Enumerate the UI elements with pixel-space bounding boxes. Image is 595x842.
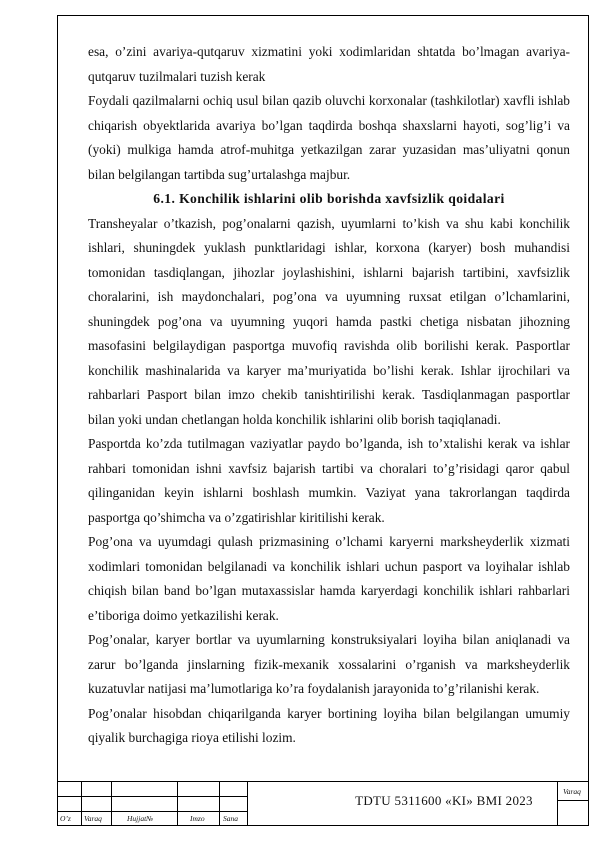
paragraph: Transheyalar o’tkazish, pog’onalarni qazish, uyumlarni to’kish va shu kabi konchilik ishlari, shuningdek yuklash punktlaridagi ishlar, korxona (karyer) bosh muhandisi tomonidan tasdiqlangan, jihozlar joylashishini, ishlarni bajarish tartibini, xavfsizlik choralarini, ish maydonchalari, pog’ona va uyumning ruxsat etilgan o’lchamlarini, shuningdek pog’ona va uyumning yuqori hamda pastki chetiga nisbatan jihozning masofasini belgilaydigan pasportga muvofiq ravishda olib borilishi kerak. Pasportlar konchilik mashinalarida va karyer ma’muriyatida bo’lishi kerak. Ishlar ijrochilari va rahbarlari Pasport bilan imzo chekib tanishtirilishi kerak. Tasdiqlanmagan pasportlar bilan yoki undan chetlangan holda konchilik ishlarini olib borish taqiqlanadi. <box>88 215 570 427</box>
title-block <box>57 781 589 826</box>
stamp-label-varaq: Varaq <box>84 814 102 823</box>
stamp-label-hujjat: Hujjat№ <box>127 814 154 823</box>
document-body <box>88 40 570 751</box>
stamp-label-imzo: Imzo <box>190 814 205 823</box>
stamp-label-oz: O’z <box>60 814 71 823</box>
section-title: 6.1. Konchilik ishlarini olib borishda xavfsizlik qoidalari <box>153 191 505 206</box>
document-code: TDTU 5311600 «KI» BMI 2023 <box>355 793 533 808</box>
paragraph: Pog’ona va uyumdagi qulash prizmasining o’lchami karyerni marksheyderlik xizmati xodimlari tomonidan belgilanadi va konchilik ishlari uchun pasport va loyihalar ishlab chiqish bilan band bo’lgan mutaxassislar hamda karyerdagi konchilik ishlari rahbarlari e’tiboriga doimo yetkazilishi kerak. <box>88 534 570 623</box>
paragraph: esa, o’zini avariya-qutqaruv xizmatini yoki xodimlaridan shtatda bo’lmagan avariya-qutqaruv tuzilmalari tuzish kerak <box>88 44 570 84</box>
paragraph: Pasportda ko’zda tutilmagan vaziyatlar paydo bo’lganda, ish to’xtalishi kerak va ishlar rahbari tomonidan ishni xavfsiz bajarish tartibi va choralari to’g’risidagi qaror qabul qilinganidan keyin ishlarni boshlash mumkin. Vaziyat yana takrorlangan taqdirda pasportga qo’shimcha va o’zgatirishlar kiritilishi kerak. <box>88 436 570 525</box>
paragraph: Pog’onalar hisobdan chiqarilganda karyer bortining loyiha bilan belgilangan umumiy qiyalik burchagiga rioya etilishi lozim. <box>88 705 570 745</box>
paragraph: Pog’onalar, karyer bortlar va uyumlarning konstruksiyalari loyiha bilan aniqlanadi va zarur bo’lganda jinslarning fizik-mexanik xossalarini o’rganish va marksheyderlik kuzatuvlar natijasi ma’lumotlariga ko’ra foydalanish jarayonida to’g’rilanishi kerak. <box>88 632 570 696</box>
stamp-label-sheet: Varaq <box>563 787 581 796</box>
paragraph: Foydali qazilmalarni ochiq usul bilan qazib oluvchi korxonalar (tashkilotlar) xavfli ishlab chiqarish obyektlarida avariya bo’lgan taqdirda boshqa shaxslarni hayoti, sog’lig’i va (yoki) mulkiga hamda atrof-muhitga yetkazilgan zarar yuzasidan mas’uliyatni qonun bilan belgilangan tartibda sug’urtalashga majbur. <box>88 93 570 182</box>
stamp-label-sana: Sana <box>223 814 238 823</box>
